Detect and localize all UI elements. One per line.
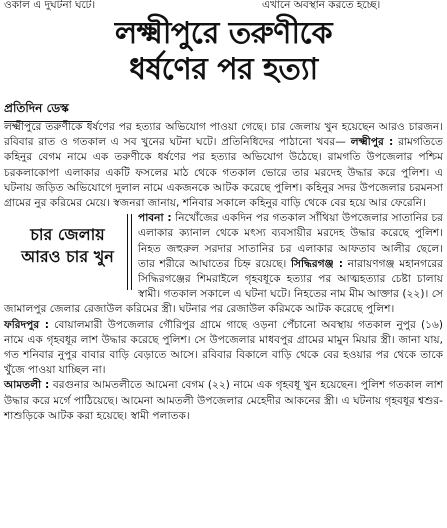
subhead-line-1: চার জেলায়: [30, 225, 105, 245]
lead-text: লক্ষ্মীপুরে তরুণীকে ধর্ষণের পর হত্যার অভিযোগ পাওয়া গেছে। চার জেলায় খুন হয়েছেন আরও চারজন। রবিবার রাত ও গতকাল এ সব খুনের ঘটনা ঘটে। প্রতিনিধিদের পাঠানো খবর—: [4, 121, 443, 149]
paragraph-lakshmipur-text: রামগতিতে কহিনুর বেগম নামে এক তরুণীকে ধর্ষণের পর হত্যার অভিযোগ উঠেছে। রামগতি উপজেলার পশ্চিম চরকলাকোপা এলাকার একটি ফসলের মাঠ থেকে গতকাল ভোরে তার মরদেহ উদ্ধার করে পুলিশ। এ ঘটনায় জড়িত অভিযোগে দুলাল নামে একজনকে আটক করেছে পুলিশ। কহিনুর সদর উপজেলার চরমনসা গ্রামের নুর করিমের মেয়ে। স্বজনরা জানায়, শনিবার সকালে কহিনুর বাড়ি থেকে বের হয়ে আর ফেরেনি।: [4, 136, 443, 210]
subhead-line-2: আরও চার খুন: [21, 247, 114, 267]
place-label-siddhirganj: সিদ্ধিরগঞ্জ :: [291, 257, 343, 270]
place-label-faridpur: ফরিদপুর :: [4, 318, 49, 331]
paragraph-siddhirganj-text: নারায়ণগঞ্জ মহানগরের সিদ্ধিরগঞ্জের শিমরাইলে গৃহবধূকে হত্যার পর আত্মহত্যার চেষ্টা চালায় স্বামী। গতকাল সকালে এ ঘটনা ঘটে। নিহতের নাম মীম আক্তার (২২)। সে জামালপুর জেলার রেজাউল করিমের স্ত্রী। ঘটনার পর রেজাউল করিমকে আটক করেছে পুলিশ।: [4, 257, 444, 316]
subhead-box: [4, 214, 132, 290]
headline-line-1: লক্ষ্মীপুরে তরুণীকে: [114, 16, 333, 51]
place-label-lakshmipur: লক্ষ্মীপুর :: [350, 136, 394, 149]
previous-article-fragment-right: এখানে অবস্থান করতে হচ্ছে।: [262, 0, 381, 11]
previous-article-fragment-left: ওকাল এ দুঘটনা ঘটে।: [4, 0, 96, 11]
place-label-pabna: পাবনা :: [138, 212, 172, 225]
paragraph-faridpur-text: বোয়ালমারী উপজেলার গৌরিপুর গ্রামে গাছে ওড়না পেঁচানো অবস্থায় গতকাল নুপুর (১৬) নামে এক গৃহবধূর লাশ উদ্ধার করেছে পুলিশ। সে উপজেলার মাধবপুর গ্রামের মামুন মিয়ার স্ত্রী। জানা যায়, গত শনিবার নুপুর বাবার বাড়ি বেড়াতে আসে। রবিবার বিকালে বাড়ি থেকে বের হওয়ার পর থেকে তাকে খুঁজে পাওয়া যাচ্ছিল না।: [4, 318, 444, 377]
paragraph-pabna-text: নিখোঁজের একদিন পর গতকাল সাঁথিয়া উপজেলার সাতানির চর এলাকার ক্যানাল থেকে মৎস্য ব্যবসায়ীর মরদেহ উদ্ধার করেছে পুলিশ। নিহত জহুরুল সরদার সাতানির চর এলাকার আফতাব আলীর ছেলে। তার শরীরে আঘাতের চিহ্ন রয়েছে।: [138, 212, 444, 270]
paragraph-faridpur: [4, 318, 443, 379]
headline: [0, 16, 447, 88]
paragraph-amtali-text: বরগুনার আমতলীতে আমেনা বেগম (২২) নামে এক গৃহবধূ খুন হয়েছেন। পুলিশ গতকাল লাশ উদ্ধার করে মর্গে পাঠিয়েছে। আমেনা আমতলী উপজেলার মেহেদীর আকনের স্ত্রী। এ ঘটনায় গৃহবধূর শ্বশুর-শাশুড়িকে আটক করা হয়েছে। স্বামী পলাতক।: [4, 379, 443, 422]
headline-line-2: ধর্ষণের পর হত্যা: [129, 52, 318, 87]
byline: প্রতিদিন ডেস্ক: [4, 100, 92, 122]
paragraph-amtali: [4, 378, 443, 424]
place-label-amtali: আমতলী :: [4, 379, 50, 392]
paragraph-lead: [4, 120, 443, 211]
article-body: [4, 120, 443, 424]
